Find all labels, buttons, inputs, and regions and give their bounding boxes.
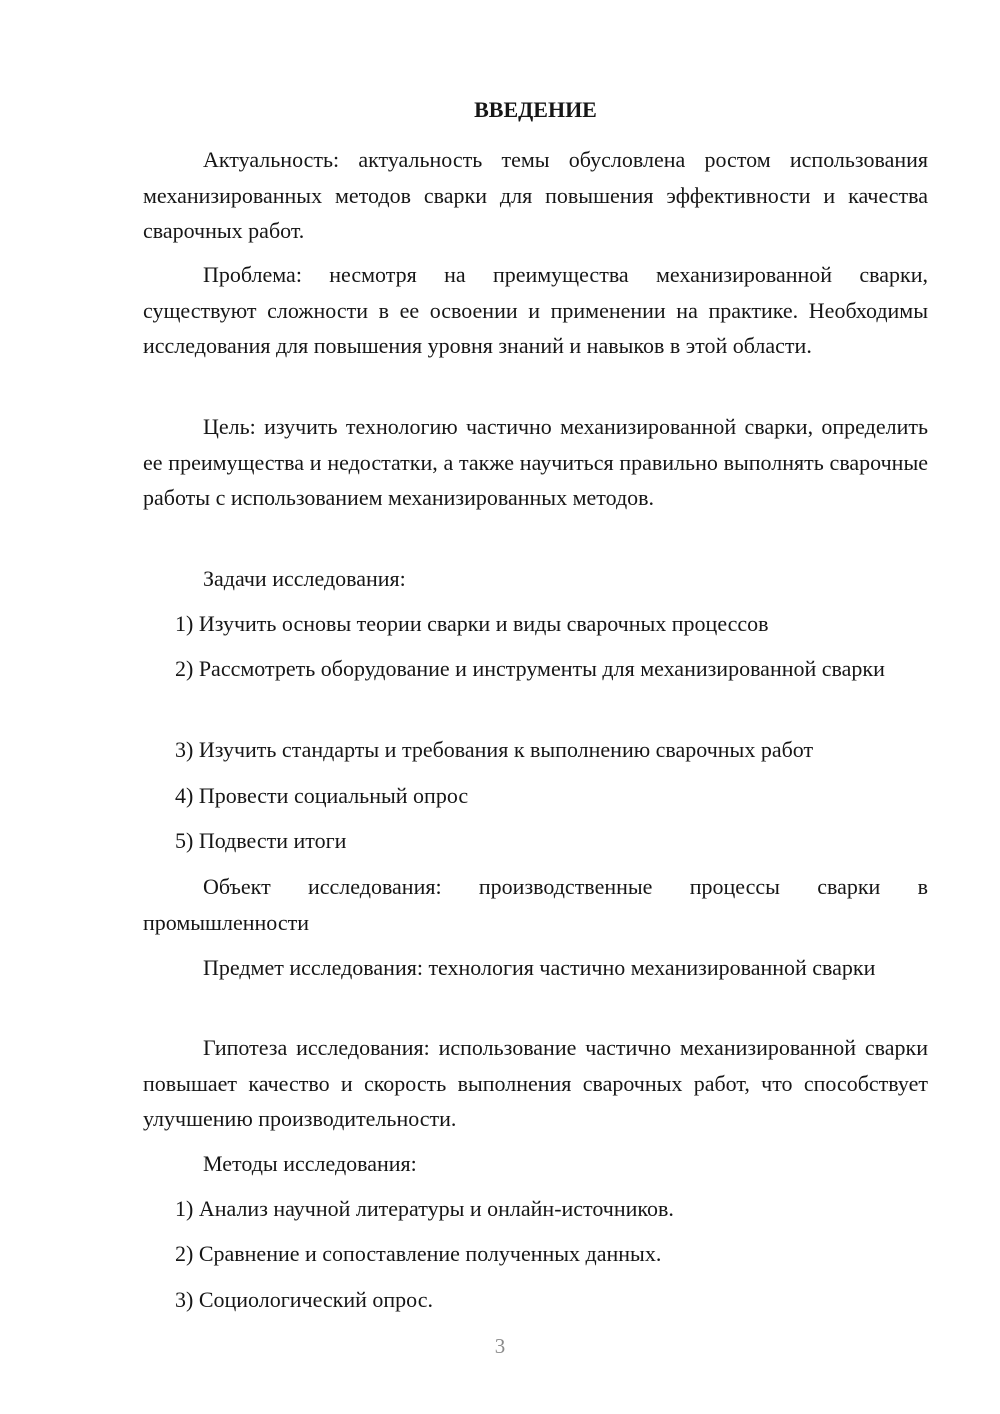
page-title: ВВЕДЕНИЕ <box>474 97 597 122</box>
object-paragraph: Объект исследования: производственные процессы сварки в промышленности <box>143 874 928 935</box>
tasks-label: Задачи исследования: <box>203 566 406 591</box>
hypothesis-paragraph: Гипотеза исследования: использование частично механизированной сварки повышает качество и скорость выполнения сварочных работ, что способствует улучшению производительности. <box>143 1035 928 1131</box>
methods-label: Методы исследования: <box>203 1151 417 1176</box>
problem-paragraph: Проблема: несмотря на преимущества механизированной сварки, существуют сложности в ее освоении и применении на практике. Необходимы исследования для повышения уровня знаний и навыков в этой области. <box>143 262 928 358</box>
subject-paragraph: Предмет исследования: технология частично механизированной сварки <box>203 955 876 980</box>
page-number: 3 <box>494 1334 506 1358</box>
task-item-3: 3) Изучить стандарты и требования к выполнению сварочных работ <box>175 737 814 762</box>
task-item-1: 1) Изучить основы теории сварки и виды сварочных процессов <box>175 611 769 636</box>
method-item-2: 2) Сравнение и сопоставление полученных данных. <box>175 1241 662 1266</box>
method-item-1: 1) Анализ научной литературы и онлайн-источников. <box>175 1196 674 1221</box>
goal-paragraph: Цель: изучить технологию частично механизированной сварки, определить ее преимущества и недостатки, а также научиться правильно выполнять сварочные работы с использованием механизированных методов. <box>143 414 928 510</box>
relevance-paragraph: Актуальность: актуальность темы обусловлена ростом использования механизированных методов сварки для повышения эффективности и качества сварочных работ. <box>143 147 928 243</box>
method-item-3: 3) Социологический опрос. <box>175 1287 433 1312</box>
task-item-4: 4) Провести социальный опрос <box>175 783 469 808</box>
task-item-5: 5) Подвести итоги <box>175 828 347 853</box>
task-item-2: 2) Рассмотреть оборудование и инструменты для механизированной сварки <box>175 656 885 681</box>
